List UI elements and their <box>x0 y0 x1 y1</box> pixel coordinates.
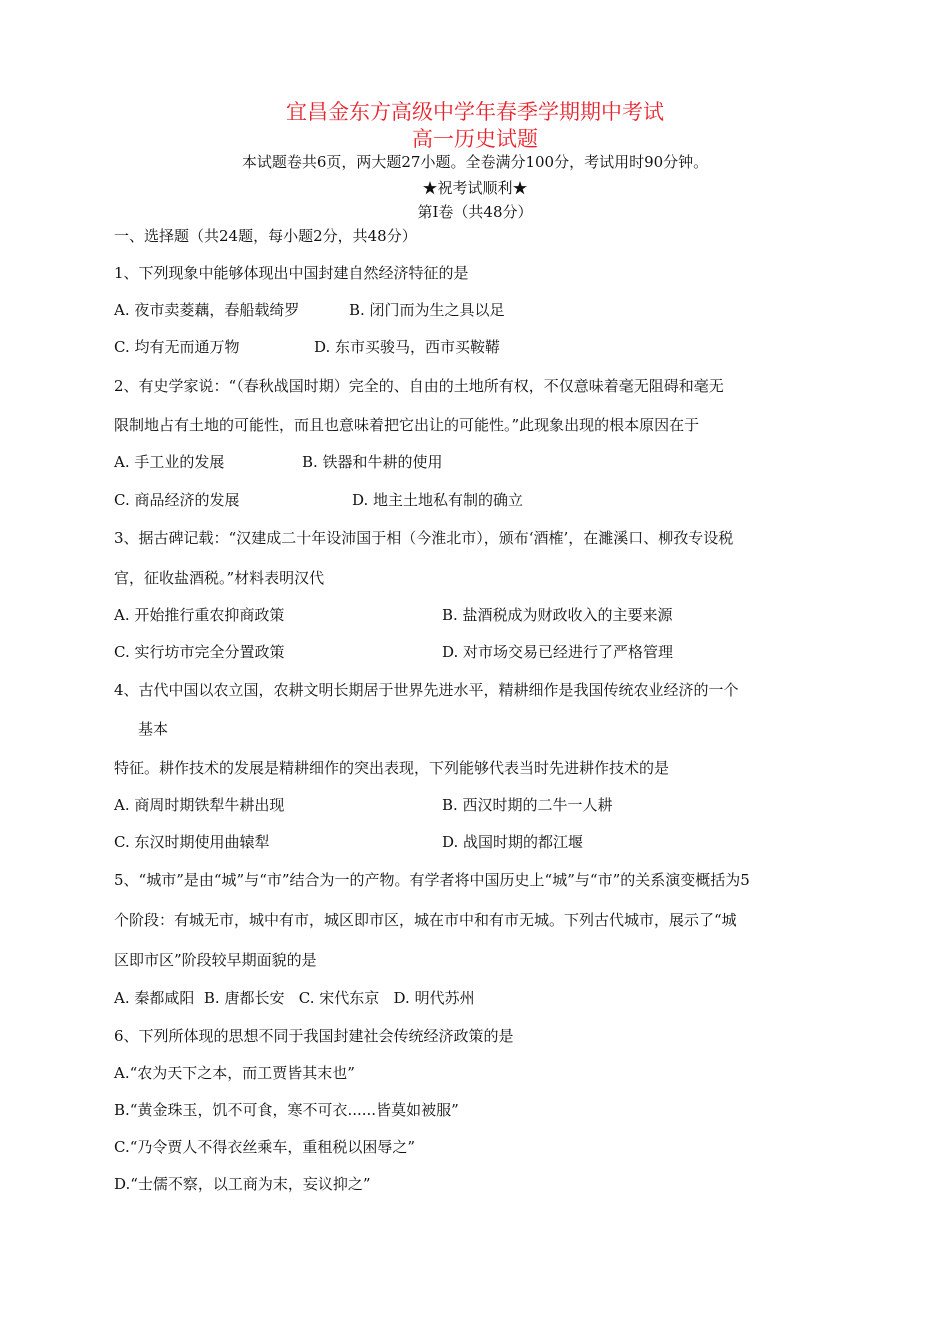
question-stem: 3、据古碑记载：“汉建成二十年设沛国于相（今淮北市），颁布‘酒榷’，在濉溪口、柳孜专设税 <box>114 529 734 547</box>
option-a: A. 商周时期铁犁牛耕出现 <box>114 796 285 814</box>
question-stem-cont: 区即市区”阶段较早期面貌的是 <box>114 951 317 969</box>
exam-blessing: ★祝考试顺利★ <box>422 179 528 197</box>
section-heading: 一、选择题（共24题，每小题2分，共48分） <box>114 227 417 245</box>
question-stem: 5、“城市”是由“城”与“市”结合为一的产物。有学者将中国历史上“城”与“市”的关系演变概括为5 <box>114 871 750 889</box>
question-stem-cont: 限制地占有土地的可能性，而且也意味着把它出让的可能性。”此现象出现的根本原因在于 <box>114 416 700 434</box>
options-inline: A. 秦都咸阳 B. 唐都长安 C. 宋代东京 D. 明代苏州 <box>114 989 475 1007</box>
question-stem: 1、下列现象中能够体现出中国封建自然经济特征的是 <box>114 264 469 282</box>
question-stem-cont: 官，征收盐酒税。”材料表明汉代 <box>114 569 325 587</box>
option-a: A. 开始推行重农抑商政策 <box>114 606 285 624</box>
option-c: C. 均有无而通万物 <box>114 338 240 356</box>
option-a: A.“农为天下之本，而工贾皆其末也” <box>114 1064 355 1082</box>
option-b: B. 盐酒税成为财政收入的主要来源 <box>442 606 673 624</box>
exam-title-line1: 宜昌金东方高级中学年春季学期期中考试 <box>286 100 664 124</box>
option-c: C. 商品经济的发展 <box>114 491 240 509</box>
exam-title-line2: 高一历史试题 <box>412 127 538 151</box>
question-stem: 4、古代中国以农立国，农耕文明长期居于世界先进水平，精耕细作是我国传统农业经济的一个 <box>114 681 739 699</box>
question-stem-cont: 特征。耕作技术的发展是精耕细作的突出表现，下列能够代表当时先进耕作技术的是 <box>114 759 670 777</box>
volume-heading: 第Ⅰ卷（共48分） <box>417 203 533 221</box>
option-c: C. 东汉时期使用曲辕犁 <box>114 833 270 851</box>
exam-info: 本试题卷共6页，两大题27小题。全卷满分100分，考试用时90分钟。 <box>241 153 709 171</box>
option-b: B.“黄金珠玉，饥不可食，寒不可衣......皆莫如被服” <box>114 1101 459 1119</box>
option-d: D. 对市场交易已经进行了严格管理 <box>442 643 674 661</box>
option-c: C.“乃令贾人不得衣丝乘车，重租税以困辱之” <box>114 1138 416 1156</box>
question-stem: 6、下列所体现的思想不同于我国封建社会传统经济政策的是 <box>114 1027 514 1045</box>
option-d: D.“士儒不察，以工商为末，妄议抑之” <box>114 1175 371 1193</box>
question-stem: 2、有史学家说：“（春秋战国时期）完全的、自由的土地所有权，不仅意味着毫无阻碍和毫无 <box>114 377 724 395</box>
option-a: A. 夜市卖菱藕，春船载绮罗 <box>114 301 300 319</box>
option-d: D. 东市买骏马，西市买鞍鞯 <box>314 338 501 356</box>
option-d: D. 战国时期的都江堰 <box>442 833 584 851</box>
option-d: D. 地主土地私有制的确立 <box>352 491 524 509</box>
option-c: C. 实行坊市完全分置政策 <box>114 643 285 661</box>
option-a: A. 手工业的发展 <box>114 453 225 471</box>
question-stem-cont: 基本 <box>138 720 169 738</box>
option-b: B. 西汉时期的二牛一人耕 <box>442 796 613 814</box>
option-b: B. 铁器和牛耕的使用 <box>302 453 443 471</box>
question-stem-cont: 个阶段：有城无市，城中有市，城区即市区，城在市中和有市无城。下列古代城市，展示了“城 <box>114 911 737 929</box>
option-b: B. 闭门而为生之具以足 <box>349 301 505 319</box>
